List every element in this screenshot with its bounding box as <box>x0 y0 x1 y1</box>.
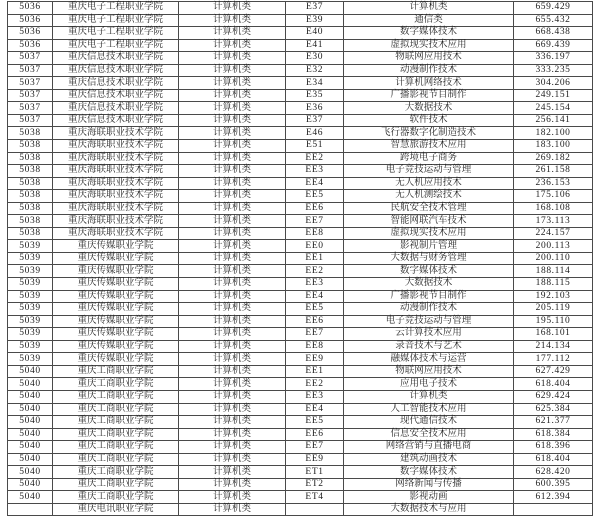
cell-major-code: EE2 <box>286 378 344 391</box>
cell-school-name: 重庆传媒职业学院 <box>53 315 179 328</box>
cell-school-name: 重庆传媒职业学院 <box>53 340 179 353</box>
cell-score: 668.438 <box>514 27 593 40</box>
cell-major-name: 应用电子技术 <box>344 378 514 391</box>
cell-category: 计算机类 <box>179 378 286 391</box>
cell-category: 计算机类 <box>179 265 286 278</box>
cell-major-code: ET2 <box>286 478 344 491</box>
cell-major-code: EE4 <box>286 290 344 303</box>
cell-major-code: EE2 <box>286 265 344 278</box>
cell-score: 669.439 <box>514 39 593 52</box>
cell-major-name: 录音技术与艺术 <box>344 340 514 353</box>
cell-major-code: E41 <box>286 39 344 52</box>
table-row <box>8 215 593 228</box>
cell-category: 计算机类 <box>179 190 286 203</box>
cell-score: 256.141 <box>514 114 593 127</box>
table-row <box>8 390 593 403</box>
cell-score: 618.404 <box>514 378 593 391</box>
cell-major-code: EE6 <box>286 315 344 328</box>
cell-score: 629.424 <box>514 390 593 403</box>
cell-school-name: 重庆传媒职业学院 <box>53 328 179 341</box>
cell-score: 621.377 <box>514 416 593 429</box>
table-row <box>8 340 593 353</box>
table-row <box>8 252 593 265</box>
cell-major-name: 动漫制作技术 <box>344 303 514 316</box>
cell-score: 173.113 <box>514 215 593 228</box>
cell-school-code: 5039 <box>8 252 53 265</box>
cell-major-name: 大数据技术 <box>344 102 514 115</box>
cell-category: 计算机类 <box>179 215 286 228</box>
cell-score: 205.119 <box>514 303 593 316</box>
cell-major-code: EE8 <box>286 340 344 353</box>
table-row <box>8 27 593 40</box>
cell-major-name: 电子竞技运动与管理 <box>344 315 514 328</box>
cell-score: 188.115 <box>514 278 593 291</box>
cell-category: 计算机类 <box>179 453 286 466</box>
scores-table <box>7 1 593 516</box>
cell-category: 计算机类 <box>179 39 286 52</box>
table-row <box>8 378 593 391</box>
cell-school-name: 重庆海联职业技术学院 <box>53 227 179 240</box>
cell-school-name: 重庆电讯职业学院 <box>53 503 179 516</box>
cell-category: 计算机类 <box>179 2 286 15</box>
cell-school-code: 5036 <box>8 27 53 40</box>
table-row <box>8 227 593 240</box>
cell-major-name: 跨境电子商务 <box>344 152 514 165</box>
cell-school-name: 重庆电子工程职业学院 <box>53 2 179 15</box>
cell-category: 计算机类 <box>179 165 286 178</box>
cell-school-name: 重庆传媒职业学院 <box>53 353 179 366</box>
cell-score: 214.134 <box>514 340 593 353</box>
cell-major-name: 电子竞技运动与管理 <box>344 165 514 178</box>
cell-major-name: 计算机类 <box>344 2 514 15</box>
cell-category: 计算机类 <box>179 140 286 153</box>
cell-major-code: EE5 <box>286 416 344 429</box>
cell-major-name: 虚拟现实技术应用 <box>344 227 514 240</box>
cell-school-name: 重庆海联职业技术学院 <box>53 202 179 215</box>
cell-score: 175.106 <box>514 190 593 203</box>
cell-score: 659.429 <box>514 2 593 15</box>
table-row <box>8 89 593 102</box>
cell-major-code: EE9 <box>286 353 344 366</box>
cell-school-code: 5039 <box>8 265 53 278</box>
table-row <box>8 14 593 27</box>
cell-school-code: 5038 <box>8 177 53 190</box>
cell-category: 计算机类 <box>179 466 286 479</box>
cell-school-code: 5039 <box>8 315 53 328</box>
cell-school-name: 重庆海联职业技术学院 <box>53 190 179 203</box>
table-row <box>8 152 593 165</box>
cell-school-code: 5039 <box>8 240 53 253</box>
cell-school-name: 重庆传媒职业学院 <box>53 290 179 303</box>
cell-major-name: 智慧旅游技术应用 <box>344 140 514 153</box>
cell-school-name: 重庆信息技术职业学院 <box>53 114 179 127</box>
cell-category: 计算机类 <box>179 89 286 102</box>
cell-school-code: 5039 <box>8 353 53 366</box>
cell-category: 计算机类 <box>179 14 286 27</box>
cell-major-name: 动漫制作技术 <box>344 64 514 77</box>
cell-major-name: 广播影视节目制作 <box>344 290 514 303</box>
cell-score: 195.110 <box>514 315 593 328</box>
cell-school-code: 5039 <box>8 278 53 291</box>
cell-score: 168.101 <box>514 328 593 341</box>
cell-major-code: E39 <box>286 14 344 27</box>
cell-score: 618.404 <box>514 453 593 466</box>
cell-school-code: 5037 <box>8 77 53 90</box>
table-row <box>8 39 593 52</box>
cell-category: 计算机类 <box>179 441 286 454</box>
table-row <box>8 64 593 77</box>
cell-major-name: 建筑动画技术 <box>344 453 514 466</box>
cell-score: 618.384 <box>514 428 593 441</box>
cell-category: 计算机类 <box>179 416 286 429</box>
cell-major-name: 网络新闻与传播 <box>344 478 514 491</box>
cell-school-name: 重庆海联职业技术学院 <box>53 177 179 190</box>
cell-major-code: E35 <box>286 89 344 102</box>
cell-score: 333.235 <box>514 64 593 77</box>
cell-school-code: 5039 <box>8 303 53 316</box>
cell-school-name: 重庆工商职业学院 <box>53 390 179 403</box>
table-row <box>8 403 593 416</box>
table-row <box>8 478 593 491</box>
cell-school-name: 重庆海联职业技术学院 <box>53 127 179 140</box>
cell-school-code: 5040 <box>8 478 53 491</box>
cell-category: 计算机类 <box>179 127 286 140</box>
cell-category: 计算机类 <box>179 64 286 77</box>
cell-school-code: 5039 <box>8 290 53 303</box>
cell-school-code: 5037 <box>8 102 53 115</box>
cell-major-code: EE5 <box>286 190 344 203</box>
cell-major-name: 飞行器数字化制造技术 <box>344 127 514 140</box>
cell-score <box>514 503 593 516</box>
table-row <box>8 328 593 341</box>
cell-category: 计算机类 <box>179 290 286 303</box>
cell-school-name: 重庆海联职业技术学院 <box>53 215 179 228</box>
scores-table-container <box>7 1 593 515</box>
cell-category: 计算机类 <box>179 52 286 65</box>
cell-school-code: 5037 <box>8 89 53 102</box>
cell-school-name: 重庆信息技术职业学院 <box>53 102 179 115</box>
cell-school-name: 重庆工商职业学院 <box>53 453 179 466</box>
cell-major-code: EE7 <box>286 441 344 454</box>
cell-school-code: 5037 <box>8 64 53 77</box>
cell-major-code: EE7 <box>286 328 344 341</box>
cell-major-code: E51 <box>286 140 344 153</box>
table-row <box>8 77 593 90</box>
cell-category: 计算机类 <box>179 503 286 516</box>
cell-major-code: EE2 <box>286 152 344 165</box>
cell-major-code: E30 <box>286 52 344 65</box>
cell-school-code: 5040 <box>8 378 53 391</box>
cell-major-name: 民航安全技术管理 <box>344 202 514 215</box>
cell-school-code: 5040 <box>8 441 53 454</box>
cell-major-code: EE3 <box>286 165 344 178</box>
cell-school-name: 重庆海联职业技术学院 <box>53 140 179 153</box>
cell-school-code: 5036 <box>8 2 53 15</box>
cell-school-code: 5038 <box>8 127 53 140</box>
cell-category: 计算机类 <box>179 240 286 253</box>
cell-major-name: 无人机应用技术 <box>344 177 514 190</box>
cell-school-code: 5036 <box>8 39 53 52</box>
cell-score: 177.112 <box>514 353 593 366</box>
cell-category: 计算机类 <box>179 478 286 491</box>
cell-school-code <box>8 503 53 516</box>
cell-score: 627.429 <box>514 365 593 378</box>
cell-major-code: E36 <box>286 102 344 115</box>
cell-category: 计算机类 <box>179 278 286 291</box>
table-row <box>8 365 593 378</box>
table-row <box>8 315 593 328</box>
cell-category: 计算机类 <box>179 403 286 416</box>
table-row <box>8 441 593 454</box>
cell-major-code: EE3 <box>286 278 344 291</box>
cell-school-name: 重庆传媒职业学院 <box>53 240 179 253</box>
cell-major-name: 广播影视节目制作 <box>344 89 514 102</box>
cell-score: 200.113 <box>514 240 593 253</box>
cell-school-name: 重庆海联职业技术学院 <box>53 152 179 165</box>
cell-school-name: 重庆传媒职业学院 <box>53 278 179 291</box>
table-row <box>8 140 593 153</box>
cell-major-code: ET4 <box>286 491 344 504</box>
cell-school-name: 重庆电子工程职业学院 <box>53 39 179 52</box>
cell-major-name: 通信类 <box>344 14 514 27</box>
cell-category: 计算机类 <box>179 303 286 316</box>
table-row <box>8 416 593 429</box>
cell-category: 计算机类 <box>179 202 286 215</box>
cell-school-name: 重庆传媒职业学院 <box>53 265 179 278</box>
cell-major-code: EE3 <box>286 390 344 403</box>
table-row <box>8 491 593 504</box>
cell-school-name: 重庆工商职业学院 <box>53 403 179 416</box>
cell-school-code: 5038 <box>8 202 53 215</box>
cell-major-code: EE8 <box>286 227 344 240</box>
cell-major-name: 无人机测绘技术 <box>344 190 514 203</box>
cell-major-code: EE0 <box>286 240 344 253</box>
cell-category: 计算机类 <box>179 114 286 127</box>
cell-major-code: EE7 <box>286 215 344 228</box>
cell-major-name: 软件技术 <box>344 114 514 127</box>
cell-school-code: 5037 <box>8 52 53 65</box>
cell-score: 304.206 <box>514 77 593 90</box>
cell-school-code: 5037 <box>8 114 53 127</box>
cell-category: 计算机类 <box>179 152 286 165</box>
table-row <box>8 466 593 479</box>
cell-category: 计算机类 <box>179 328 286 341</box>
table-row <box>8 353 593 366</box>
cell-major-code: EE5 <box>286 303 344 316</box>
cell-school-name: 重庆工商职业学院 <box>53 365 179 378</box>
cell-school-code: 5036 <box>8 14 53 27</box>
cell-major-code: EE9 <box>286 453 344 466</box>
cell-major-code: E34 <box>286 77 344 90</box>
cell-major-name: 大数据技术 <box>344 278 514 291</box>
cell-score: 655.432 <box>514 14 593 27</box>
cell-school-code: 5038 <box>8 165 53 178</box>
cell-category: 计算机类 <box>179 102 286 115</box>
cell-major-name: 智能网联汽车技术 <box>344 215 514 228</box>
cell-major-code: E37 <box>286 2 344 15</box>
cell-score: 269.182 <box>514 152 593 165</box>
cell-school-name: 重庆工商职业学院 <box>53 478 179 491</box>
cell-school-code: 5040 <box>8 416 53 429</box>
cell-school-name: 重庆信息技术职业学院 <box>53 77 179 90</box>
cell-score: 188.114 <box>514 265 593 278</box>
table-row <box>8 165 593 178</box>
cell-category: 计算机类 <box>179 27 286 40</box>
cell-major-name: 虚拟现实技术应用 <box>344 39 514 52</box>
table-row <box>8 453 593 466</box>
cell-school-code: 5040 <box>8 403 53 416</box>
table-row <box>8 52 593 65</box>
cell-school-code: 5038 <box>8 215 53 228</box>
cell-category: 计算机类 <box>179 252 286 265</box>
table-row <box>8 428 593 441</box>
cell-score: 183.100 <box>514 140 593 153</box>
cell-major-name: 影视动画 <box>344 491 514 504</box>
cell-school-code: 5040 <box>8 365 53 378</box>
cell-score: 628.420 <box>514 466 593 479</box>
cell-school-code: 5039 <box>8 328 53 341</box>
cell-category: 计算机类 <box>179 353 286 366</box>
table-row <box>8 114 593 127</box>
cell-score: 236.153 <box>514 177 593 190</box>
cell-school-code: 5040 <box>8 453 53 466</box>
cell-major-code: ET1 <box>286 466 344 479</box>
table-row <box>8 240 593 253</box>
cell-major-name: 影视制片管理 <box>344 240 514 253</box>
cell-major-name: 人工智能技术应用 <box>344 403 514 416</box>
cell-category: 计算机类 <box>179 77 286 90</box>
cell-major-name: 数字媒体技术 <box>344 466 514 479</box>
table-row <box>8 290 593 303</box>
cell-major-name: 数字媒体技术 <box>344 27 514 40</box>
cell-school-code: 5039 <box>8 340 53 353</box>
cell-school-name: 重庆工商职业学院 <box>53 491 179 504</box>
table-row <box>8 303 593 316</box>
table-row <box>8 127 593 140</box>
cell-score: 182.100 <box>514 127 593 140</box>
cell-major-name: 网络营销与直播电商 <box>344 441 514 454</box>
cell-score: 224.157 <box>514 227 593 240</box>
cell-category: 计算机类 <box>179 428 286 441</box>
table-row <box>8 278 593 291</box>
cell-score: 261.158 <box>514 165 593 178</box>
cell-major-code: EE4 <box>286 403 344 416</box>
cell-school-code: 5040 <box>8 466 53 479</box>
cell-school-name: 重庆工商职业学院 <box>53 441 179 454</box>
cell-school-code: 5038 <box>8 190 53 203</box>
cell-major-code: EE6 <box>286 202 344 215</box>
cell-major-name: 大数据与财务管理 <box>344 252 514 265</box>
cell-score: 168.108 <box>514 202 593 215</box>
cell-major-code: E40 <box>286 27 344 40</box>
table-row <box>8 503 593 516</box>
cell-school-code: 5038 <box>8 227 53 240</box>
cell-score: 625.384 <box>514 403 593 416</box>
cell-school-name: 重庆传媒职业学院 <box>53 252 179 265</box>
cell-major-name: 计算机网络技术 <box>344 77 514 90</box>
table-row <box>8 190 593 203</box>
cell-school-name: 重庆工商职业学院 <box>53 416 179 429</box>
cell-category: 计算机类 <box>179 390 286 403</box>
cell-score: 249.151 <box>514 89 593 102</box>
cell-major-code: E46 <box>286 127 344 140</box>
cell-score: 245.154 <box>514 102 593 115</box>
cell-major-code: EE1 <box>286 252 344 265</box>
cell-major-name: 融媒体技术与运营 <box>344 353 514 366</box>
cell-school-code: 5040 <box>8 491 53 504</box>
cell-school-code: 5038 <box>8 152 53 165</box>
cell-school-code: 5040 <box>8 390 53 403</box>
table-row <box>8 202 593 215</box>
cell-school-name: 重庆电子工程职业学院 <box>53 27 179 40</box>
cell-score: 192.103 <box>514 290 593 303</box>
cell-school-code: 5038 <box>8 140 53 153</box>
cell-major-code: EE1 <box>286 365 344 378</box>
cell-major-code: E32 <box>286 64 344 77</box>
cell-major-name: 云计算技术应用 <box>344 328 514 341</box>
cell-category: 计算机类 <box>179 491 286 504</box>
table-row <box>8 102 593 115</box>
cell-major-code: EE6 <box>286 428 344 441</box>
table-row <box>8 177 593 190</box>
cell-major-name: 现代通信技术 <box>344 416 514 429</box>
table-row <box>8 2 593 15</box>
cell-score: 618.396 <box>514 441 593 454</box>
cell-school-name: 重庆海联职业技术学院 <box>53 165 179 178</box>
cell-major-name: 物联网应用技术 <box>344 365 514 378</box>
cell-category: 计算机类 <box>179 177 286 190</box>
cell-major-code <box>286 503 344 516</box>
cell-major-name: 计算机类 <box>344 390 514 403</box>
cell-school-name: 重庆信息技术职业学院 <box>53 64 179 77</box>
scores-table-body <box>8 2 593 516</box>
cell-school-name: 重庆信息技术职业学院 <box>53 52 179 65</box>
cell-school-name: 重庆传媒职业学院 <box>53 303 179 316</box>
cell-major-name: 物联网应用技术 <box>344 52 514 65</box>
cell-category: 计算机类 <box>179 340 286 353</box>
cell-school-name: 重庆信息技术职业学院 <box>53 89 179 102</box>
cell-school-name: 重庆工商职业学院 <box>53 378 179 391</box>
cell-major-name: 信息安全技术应用 <box>344 428 514 441</box>
cell-category: 计算机类 <box>179 315 286 328</box>
cell-score: 200.110 <box>514 252 593 265</box>
cell-school-name: 重庆工商职业学院 <box>53 466 179 479</box>
cell-major-name: 数字媒体技术 <box>344 265 514 278</box>
cell-school-code: 5040 <box>8 428 53 441</box>
cell-major-code: EE4 <box>286 177 344 190</box>
cell-school-name: 重庆工商职业学院 <box>53 428 179 441</box>
cell-category: 计算机类 <box>179 227 286 240</box>
cell-score: 336.197 <box>514 52 593 65</box>
cell-score: 600.395 <box>514 478 593 491</box>
table-row <box>8 265 593 278</box>
cell-category: 计算机类 <box>179 365 286 378</box>
cell-major-code: E37 <box>286 114 344 127</box>
cell-major-name: 大数据技术与应用 <box>344 503 514 516</box>
cell-school-name: 重庆电子工程职业学院 <box>53 14 179 27</box>
cell-score: 612.394 <box>514 491 593 504</box>
